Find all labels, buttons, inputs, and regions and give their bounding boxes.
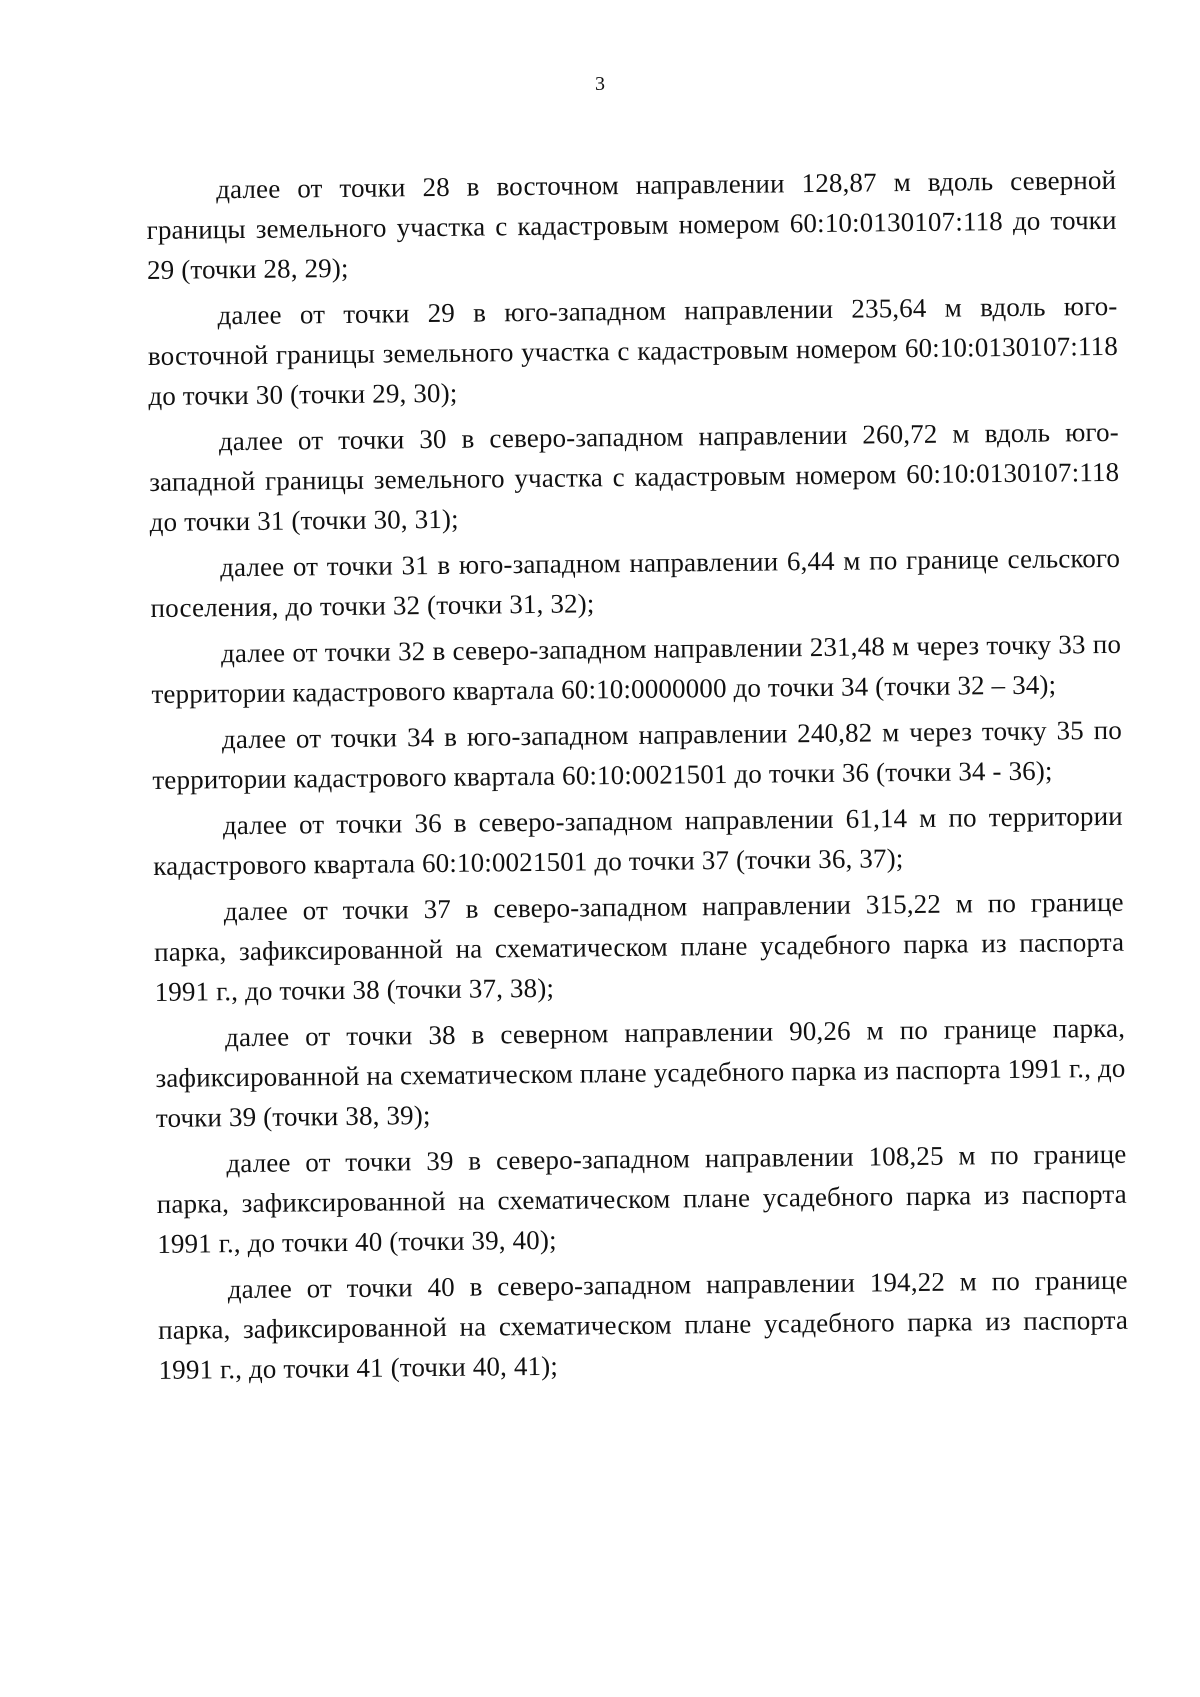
paragraph: далее от точки 30 в северо-западном направлении 260,72 м вдоль юго-западной границы земельного участка с кадастровым номером 60:10:0130107:118 до точки 31 (точки 30, 31); [149, 416, 1120, 537]
paragraph: далее от точки 39 в северо-западном направлении 108,25 м по границе парка, зафиксированной на схематическом плане усадебного парка из паспорта 1991 г., до точки 40 (точки 39, 40); [156, 1138, 1127, 1259]
paragraph: далее от точки 31 в юго-западном направлении 6,44 м по границе сельского поселения, до точки 32 (точки 31, 32); [150, 542, 1121, 623]
paragraph: далее от точки 34 в юго-западном направлении 240,82 м через точку 35 по территории кадастрового квартала 60:10:0021501 до точки 36 (точки 34 - 36); [152, 714, 1123, 795]
paragraph: далее от точки 32 в северо-западном направлении 231,48 м через точку 33 по территории кадастрового квартала 60:10:0000000 до точки 34 (точки 32 – 34); [151, 628, 1122, 709]
paragraph: далее от точки 29 в юго-западном направлении 235,64 м вдоль юго-восточной границы земельного участка с кадастровым номером 60:10:0130107:118 до точки 30 (точки 29, 30); [147, 290, 1119, 411]
paragraph: далее от точки 38 в северном направлении 90,26 м по границе парка, зафиксированной на схематическом плане усадебного парка из паспорта 1991 г., до точки 39 (точки 38, 39); [155, 1012, 1126, 1133]
document-body [146, 160, 1129, 1396]
paragraph: далее от точки 28 в восточном направлении 128,87 м вдоль северной границы земельного участка с кадастровым номером 60:10:0130107:118 до точки 29 (точки 28, 29); [146, 164, 1117, 285]
paragraph: далее от точки 40 в северо-западном направлении 194,22 м по границе парка, зафиксированной на схематическом плане усадебного парка из паспорта 1991 г., до точки 41 (точки 40, 41); [157, 1264, 1129, 1385]
paragraph: далее от точки 37 в северо-западном направлении 315,22 м по границе парка, зафиксированной на схематическом плане усадебного парка из паспорта 1991 г., до точки 38 (точки 37, 38); [154, 886, 1125, 1007]
page-number: 3 [595, 73, 605, 95]
paragraph: далее от точки 36 в северо-западном направлении 61,14 м по территории кадастрового квартала 60:10:0021501 до точки 37 (точки 36, 37); [153, 800, 1123, 881]
